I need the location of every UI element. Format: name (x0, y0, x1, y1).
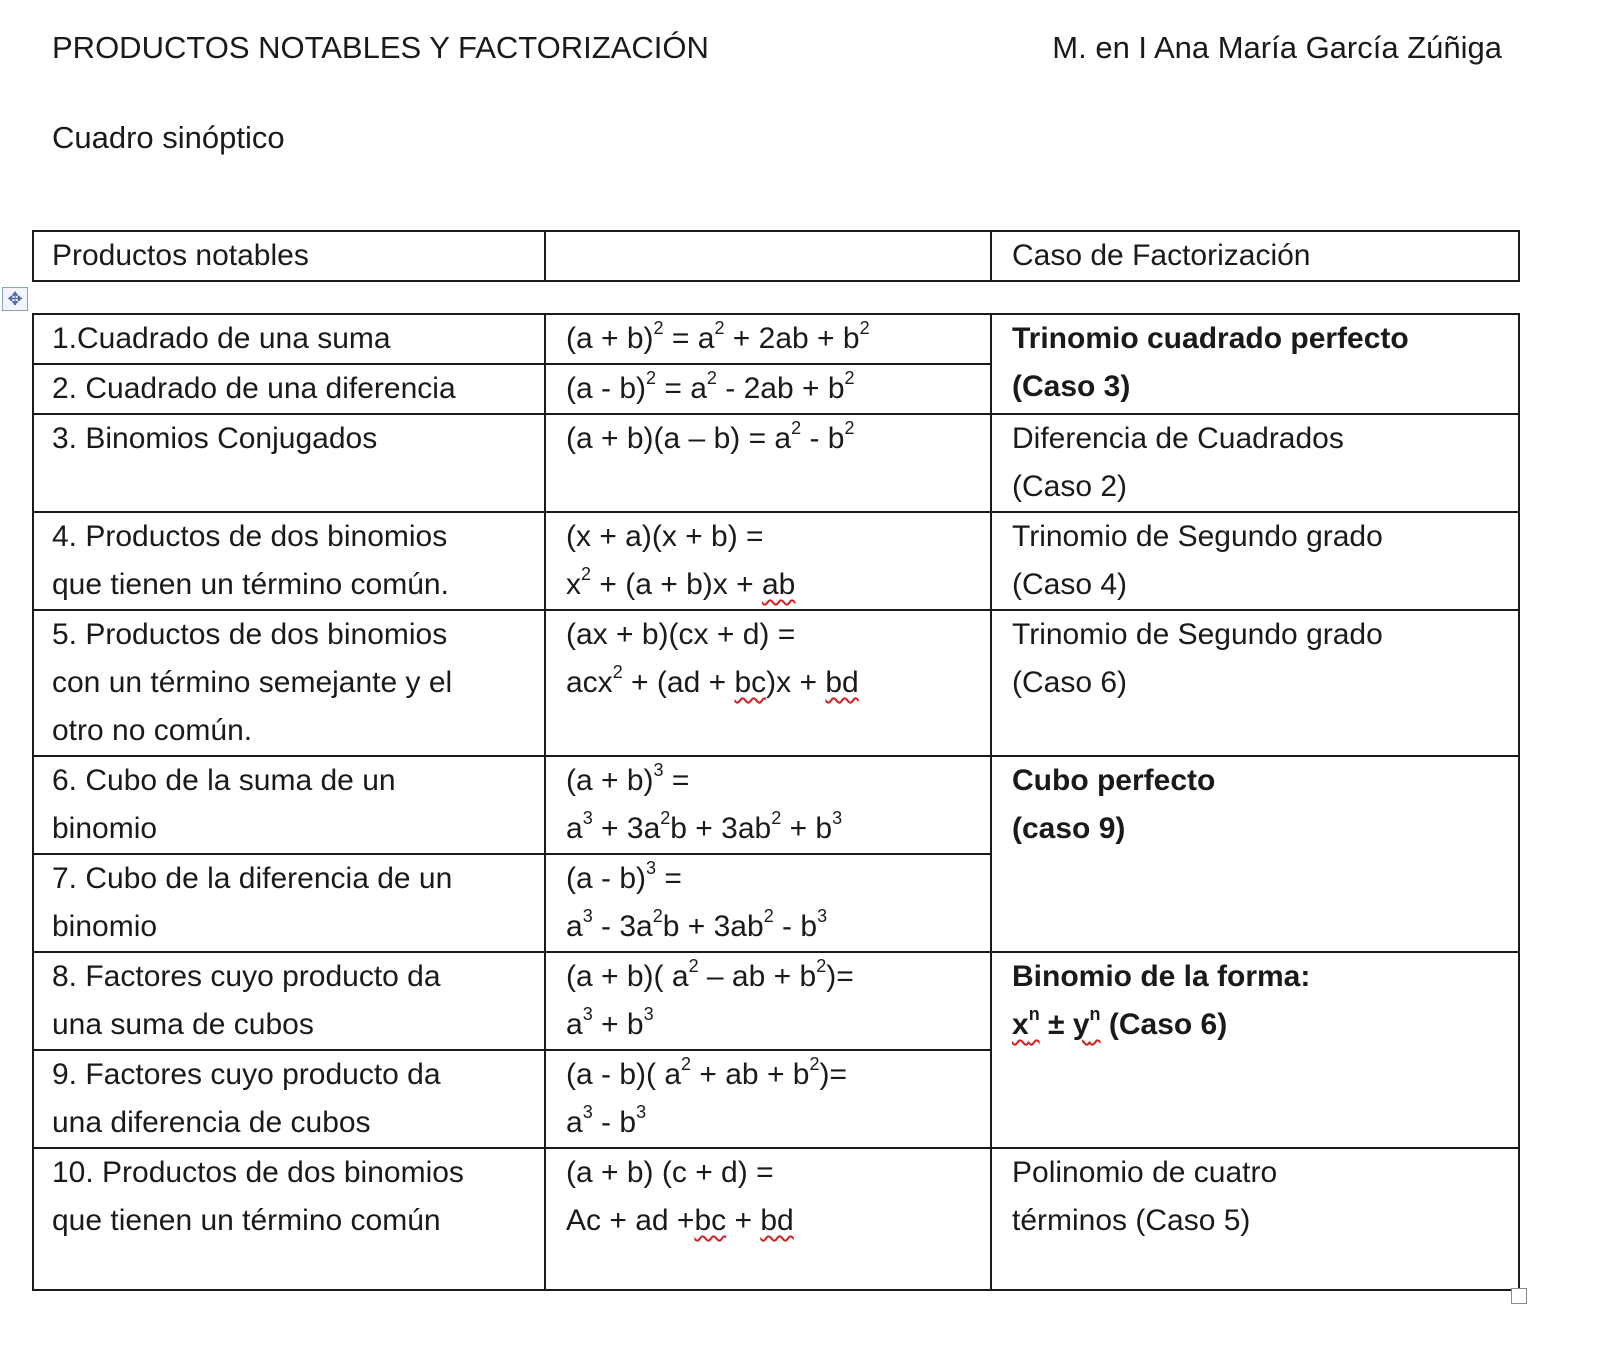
header-col-formula (545, 231, 991, 281)
table-row (33, 952, 1519, 1050)
row-name-6: 6. Cubo de la suma de un binomio (33, 756, 545, 854)
case-cubo-perfecto: Cubo perfecto (caso 9) (991, 756, 1519, 952)
table-move-handle-icon[interactable]: ✥ (2, 287, 28, 311)
table-row (33, 610, 1519, 756)
row-name-5: 5. Productos de dos binomios con un término semejante y el otro no común. (33, 610, 545, 756)
header-col-caso: Caso de Factorización (991, 231, 1519, 281)
row-name-1: 1.Cuadrado de una suma (33, 314, 545, 364)
row-name-2: 2. Cuadrado de una diferencia (33, 364, 545, 414)
header-table (32, 230, 1520, 282)
formula-1: $(a + b)^2 = a^2 + 2ab + b^2$ (545, 314, 991, 364)
case-trinomio-segundo-grado-4: Trinomio de Segundo grado (Caso 4) (991, 512, 1519, 610)
row-name-9: 9. Factores cuyo producto da una diferencia de cubos (33, 1050, 545, 1148)
row-name-10: 10. Productos de dos binomios que tienen un término común (33, 1148, 545, 1290)
document-author: M. en I Ana María García Zúñiga (1052, 30, 1502, 65)
formula-3: $(a + b)(a - b) = a^2 - b^2$ (545, 414, 991, 512)
formula-5: (ax + b)(cx + d) = acx$^2$ + (ad + bc)x + bd (545, 610, 991, 756)
formula-4: (x + a)(x + b) = $x^2 + (a + b)x$ + ab (545, 512, 991, 610)
y-power-n: $y^n$ (1072, 1004, 1101, 1041)
formula-8: (a + b)( $a^2$ – ab + $b^2)=$ $a^3 + b^3$ (545, 952, 991, 1050)
formula-9: (a - b)( $a^2$ + ab + $b^2)=$ $a^3 - b^3$ (545, 1050, 991, 1148)
table-resize-handle[interactable] (1511, 1288, 1527, 1304)
case-binomio-forma: Binomio de la forma: $x^n \pm y^n$ (Caso 6) (991, 952, 1519, 1148)
table-row (33, 414, 1519, 512)
row-name-8: 8. Factores cuyo producto da una suma de cubos (33, 952, 545, 1050)
header-col-productos: Productos notables (33, 231, 545, 281)
row-name-4: 4. Productos de dos binomios que tienen un término común. (33, 512, 545, 610)
table-row (33, 756, 1519, 854)
case-polinomio-cuatro: Polinomio de cuatro términos (Caso 5) (991, 1148, 1519, 1290)
header-row (33, 231, 1519, 281)
formula-6: $(a + b)^3$ = $a^3 + 3a^2b + 3ab^2 + b^3$ (545, 756, 991, 854)
x-power-n: $x^n$ (1012, 1004, 1040, 1041)
table-row (33, 512, 1519, 610)
formula-7: (a - b)$^3$ = $a^3 - 3a^2b + 3ab^2 - b^3$ (545, 854, 991, 952)
formula-10: (a + b) (c + d) = Ac + ad +bc + bd (545, 1148, 991, 1290)
case-trinomio-segundo-grado-6: Trinomio de Segundo grado (Caso 6) (991, 610, 1519, 756)
document-subtitle: Cuadro sinóptico (52, 120, 285, 155)
table-row (33, 314, 1519, 364)
row-name-7: 7. Cubo de la diferencia de un binomio (33, 854, 545, 952)
formula-2: $(a - b)^2 = a^2 - 2ab + b^2$ (545, 364, 991, 414)
case-diferencia-cuadrados: Diferencia de Cuadrados (Caso 2) (991, 414, 1519, 512)
row-name-3: 3. Binomios Conjugados (33, 414, 545, 512)
case-trinomio-cuadrado: Trinomio cuadrado perfecto (Caso 3) (991, 314, 1519, 414)
document-title: PRODUCTOS NOTABLES Y FACTORIZACIÓN (52, 30, 709, 65)
synoptic-table (32, 313, 1520, 1291)
table-row (33, 1148, 1519, 1290)
